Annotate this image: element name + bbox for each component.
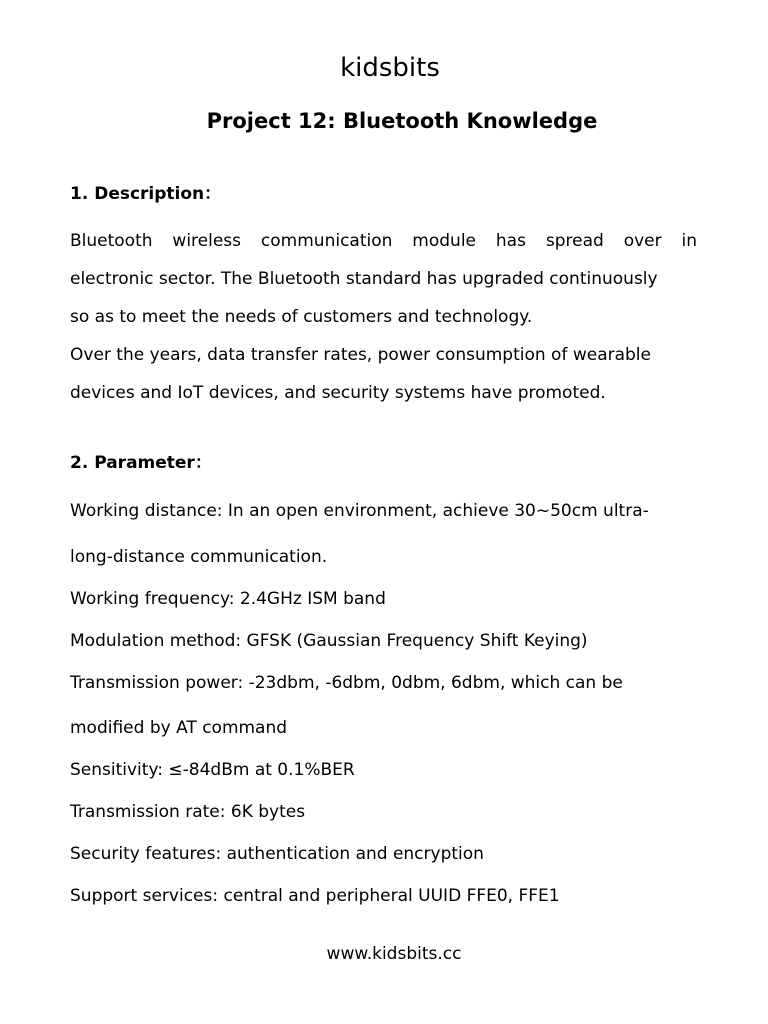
parameter-item: Transmission rate: 6K bytes bbox=[70, 802, 306, 822]
parameter-item: Support services: central and peripheral UUID FFE0, FFE1 bbox=[70, 886, 560, 906]
parameter-item: Security features: authentication and encryption bbox=[70, 844, 484, 864]
description-line: so as to meet the needs of customers and technology. bbox=[70, 307, 533, 327]
description-line: devices and IoT devices, and security systems have promoted. bbox=[70, 383, 606, 403]
footer-url: www.kidsbits.cc bbox=[326, 944, 462, 964]
parameter-item: Transmission power: -23dbm, -6dbm, 0dbm, 6dbm, which can be bbox=[70, 673, 623, 693]
description-line: electronic sector. The Bluetooth standard has upgraded continuously bbox=[70, 269, 658, 289]
description-line: Over the years, data transfer rates, power consumption of wearable bbox=[70, 345, 651, 365]
parameter-heading: 2. Parameter： bbox=[70, 453, 212, 473]
parameter-item: Working frequency: 2.4GHz ISM band bbox=[70, 589, 386, 609]
parameter-item: Sensitivity: ≤-84dBm at 0.1%BER bbox=[70, 760, 355, 780]
parameter-item: long-distance communication. bbox=[70, 547, 328, 567]
parameter-item: Working distance: In an open environment, achieve 30~50cm ultra- bbox=[70, 501, 649, 521]
description-line: Bluetooth wireless communication module has spread over in bbox=[70, 231, 697, 251]
parameter-item: Modulation method: GFSK (Gaussian Frequency Shift Keying) bbox=[70, 631, 588, 651]
description-heading: 1. Description： bbox=[70, 184, 222, 204]
page-title: Project 12: Bluetooth Knowledge bbox=[206, 109, 598, 133]
description-paragraph bbox=[70, 222, 697, 412]
parameter-item: modified by AT command bbox=[70, 718, 288, 738]
brand-header: kidsbits bbox=[340, 53, 440, 83]
